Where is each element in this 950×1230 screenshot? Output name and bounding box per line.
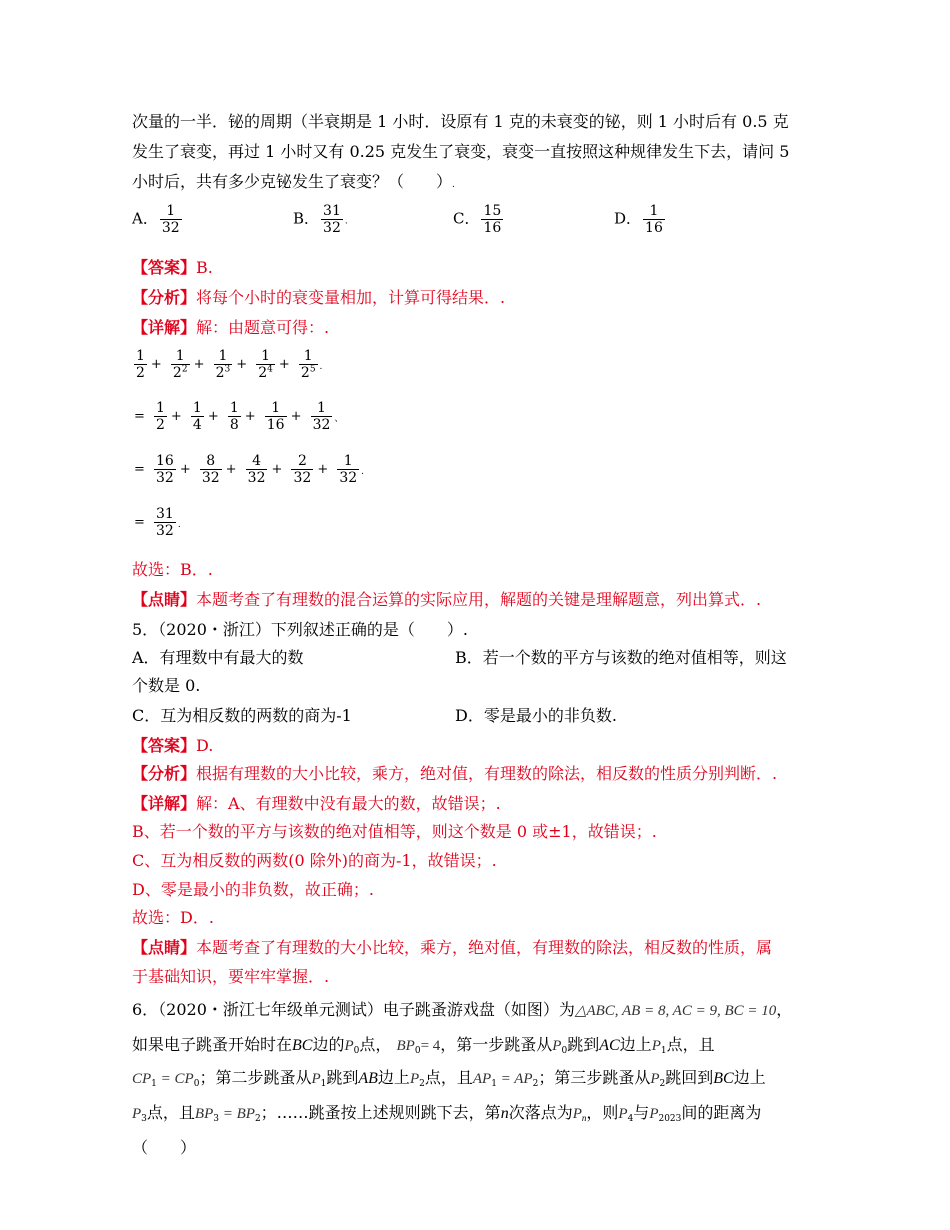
q5-stem: 5．（2020・浙江）下列叙述正确的是（ ）.	[132, 620, 468, 639]
q5-choose: 故选：D．.	[132, 908, 214, 927]
q5-option-b-cont: 个数是 0.	[132, 676, 201, 695]
q5-answer: 【答案】D.	[132, 736, 214, 755]
q6-line5: （ ）	[132, 1138, 197, 1157]
q4-math-row2: = $\frac{1}{2}$ + $\frac{1}{4}$ + $\frac{1}{8}$ + $\frac{1}{16}$ + $\frac{1}{32}$ 、	[134, 400, 344, 433]
q4-option-d: D． $\frac{1}{16}$	[614, 203, 663, 236]
q6-line2: 如果电子跳蚤开始时在BC边的$P_0$点， $BP_0= 4$，第一步跳蚤从$P_0$跳到AC边上$P_1$点，且	[132, 1035, 715, 1056]
q4-comment: 【点睛】本题考查了有理数的混合运算的实际应用，解题的关键是理解题意，列出算式．.	[132, 590, 762, 609]
q5-comment-cont: 于基础知识，要牢牢掌握．.	[132, 967, 330, 986]
q5-detail: 【详解】解：A、有理数中没有最大的数，故错误；.	[132, 794, 501, 813]
q5-comment: 【点睛】本题考查了有理数的大小比较，乘方，绝对值，有理数的除法，相反数的性质，属	[132, 938, 773, 957]
q6-line3: $CP_1 = CP_0$；第二步跳蚤从$P_1$跳到AB边上$P_2$点，且$AP_1 = AP_2$；第三步跳蚤从$P_2$跳回到BC边上	[132, 1068, 766, 1089]
q5-detail-d: D、零是最小的非负数，故正确；.	[132, 880, 374, 899]
q5-detail-b: B、若一个数的平方与该数的绝对值相等，则这个数是 0 或±1，故错误；.	[132, 822, 657, 841]
q4-line2: 发生了衰变，再过 1 小时又有 0.25 克发生了衰变，衰变一直按照这种规律发生下去，请问 5	[132, 142, 790, 161]
q4-math-row3: = $\frac{16}{32}$ + $\frac{8}{32}$ + $\frac{4}{32}$ + $\frac{2}{32}$ + $\frac{1}{32}$ .	[134, 453, 365, 486]
q4-option-a: A． $\frac{1}{32}$	[132, 203, 180, 236]
q4-answer: 【答案】B.	[132, 258, 213, 277]
q6-line1: 6．（2020・浙江七年级单元测试）电子跳蚤游戏盘（如图）为△ABC, AB = 8, AC = 9, BC = 10，	[132, 1000, 793, 1019]
q4-option-b: B． $\frac{31}{32}$ .	[293, 203, 348, 236]
q4-line3: 小时后，共有多少克铋发生了衰变？（ ）.	[132, 172, 455, 191]
q5-option-c: C．互为相反数的两数的商为-1	[132, 706, 352, 725]
q6-line4: $P_3$点，且$BP_3 = BP_2$；……跳蚤按上述规则跳下去，第n次落点为$P_n$，则$P_4$与$P_{2023}$间的距离为	[132, 1103, 762, 1124]
q4-analysis: 【分析】将每个小时的衰变量相加，计算可得结果．.	[132, 288, 506, 307]
q4-choose: 故选：B．.	[132, 560, 213, 579]
q5-analysis: 【分析】根据有理数的大小比较，乘方，绝对值，有理数的除法，相反数的性质分别判断．.	[132, 764, 778, 783]
q4-detail: 【详解】解：由题意可得：.	[132, 318, 330, 337]
q4-line1: 次量的一半．铋的周期（半衰期是 1 小时．设原有 1 克的未衰变的铋，则 1 小时后有 0.5 克	[132, 112, 789, 131]
q5-option-d: D．零是最小的非负数.	[455, 706, 617, 725]
q4-option-c: C． $\frac{15}{16}$	[453, 203, 502, 236]
q5-option-b: B．若一个数的平方与该数的绝对值相等，则这	[455, 648, 787, 667]
q5-option-a: A．有理数中有最大的数	[132, 648, 304, 667]
q4-math-row1: $\frac{1}{2}$ + $\frac{1}{2^2}$ + $\frac{1}{2^3}$ + $\frac{1}{2^4}$ + $\frac{1}{2^5}$ .	[136, 348, 323, 381]
q4-math-row4: = $\frac{31}{32}$ .	[134, 506, 181, 539]
q5-detail-c: C、互为相反数的两数(0 除外)的商为-1，故错误；.	[132, 851, 497, 870]
